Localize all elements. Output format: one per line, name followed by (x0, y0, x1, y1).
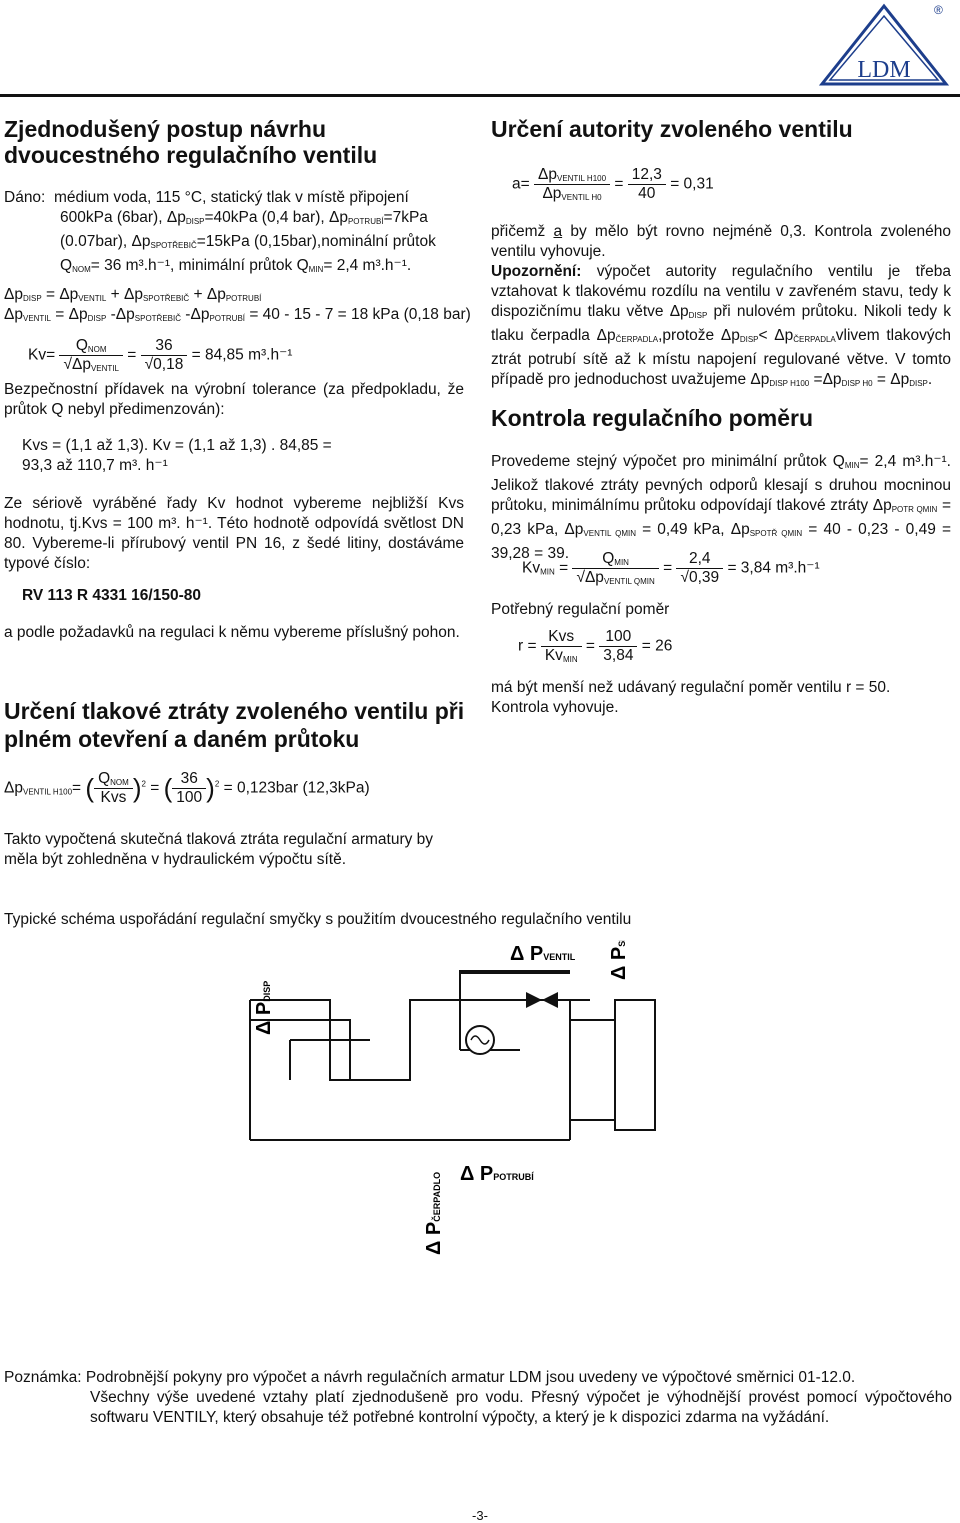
schematic-caption: Typické schéma uspořádání regulační smyčky s použitím dvoucestného regulačního ventilu (4, 911, 632, 928)
svg-text:Δ PČERPADLO: Δ PČERPADLO (423, 1171, 445, 1255)
equation-dp-ventil: $\Delta p_{VENTIL} = \Delta p_{DISP}$ $-\Delta p_{SPOTŘEBIČ}$ $-\Delta p_{POTRUBÍ} = 40 - 15 - 7 = 18$ kPa (0,18 bar) (4, 306, 471, 323)
page-number: -3- (472, 1508, 488, 1523)
equation-kv: Kv= $\frac{Q_{NOM}}{√\Delta p_{VENTIL}}$ = $\frac{36}{√0,18}$ = 84,85 m³.h⁻¹ (28, 337, 293, 373)
header-rule (0, 94, 960, 97)
equation-authority: a= $\frac{\Delta p_{VENTIL H100}}{\Delta p_{VENTIL H0}}$ = $\frac{12,3}{40}$ = 0,31 (512, 166, 714, 202)
svg-text:®: ® (934, 3, 943, 17)
equation-dp-disp: $\Delta p_{DISP} = \Delta p_{VENTIL} + \Delta p_{SPOTŘEBIČ} + \Delta p_{POTRUBÍ}$ (4, 286, 262, 303)
svg-text:Δ PDISP: Δ PDISP (253, 980, 275, 1035)
schematic-diagram (230, 940, 750, 1275)
equation-ratio: r = $\frac{\text{Kvs}}{Kv_{MIN}}$ = $\frac{100}{3,84}$ = 26 (518, 628, 673, 664)
warning-text: Upozornění: výpočet autority regulačního ventilu je třeba vztahovat k tlakovému rozdílu na ventilu v zavřeném stavu, tedy k dispozičnímu tlaku větve $\Delta p_{DISP}$ při nulovém průtoku. Nikoli tedy k tlaku čerpadla $\Delta p_{ČERPADLA},protože$ $\Delta p_{DISP}<$ $\Delta p_{ČERPADLA}vlivem$ tlakových ztrát potrubí sítě až k místu napojení regulované větve. V tomto případě pro jednoduchost uvažujeme $\Delta p_{DISP H100} =\Delta p_{DISP H0} = \Delta p_{DISP}$. (491, 263, 951, 388)
section-title-control-ratio: Kontrola regulačního poměru (491, 405, 814, 431)
series-text: Ze sériově vyráběné řady Kv hodnot vybereme nejbližší Kvs hodnotu, tj.Kvs = 100 m³. h⁻¹. Této hodnotě odpovídá světlost DN 80. Vybereme-li přírubový ventil PN 16, z šedé litiny, dostáváme typové číslo: (4, 495, 464, 572)
footnote: Poznámka: Podrobnější pokyny pro výpočet a návrh regulačních armatur LDM jsou uvedeny ve výpočtové směrnici 01-12.0. Všechny výše uvedené vztahy platí zjednodušeně pro vodu. Přesný výpočet je výhodnější provést pomocí výpočtového softwaru VENTILY, který obsahuje též potřebné kontrolní výpočty, a který je k dispozici zdarma na vyžádání. (4, 1369, 952, 1426)
main-title: Zjednodušený postup návrhu dvoucestného regulačního ventilu (4, 116, 378, 168)
regulation-text: a podle požadavků na regulaci k němu vybereme příslušný pohon. (4, 624, 460, 641)
calc-note: Takto vypočtená skutečná tlaková ztráta regulační armatury by měla být zohledněna v hydraulickém výpočtu sítě. (4, 831, 434, 868)
type-code: RV 113 R 4331 16/150-80 (22, 587, 201, 604)
safety-text: Bezpečnostní přídavek na výrobní tolerance (za předpokladu, že průtok Q nebyl předimenzován): (4, 381, 464, 418)
section-title-authority: Určení autority zvoleného ventilu (491, 116, 853, 142)
svg-text:Δ PPOTRUBÍ: Δ PPOTRUBÍ (460, 1163, 534, 1185)
ldm-logo (814, 0, 954, 90)
equation-kvmin: $Kv_{MIN}$ = $\frac{Q_{MIN}}{√\Delta p_{VENTIL QMIN}}$ = $\frac{2,4}{√0,39}$ = 3,84 m³.h⁻¹ (522, 550, 820, 586)
authority-text: přičemž a by mělo být rovno nejméně 0,3. Kontrola zvoleného ventilu vyhovuje. (491, 223, 951, 260)
control-text: Provedeme stejný výpočet pro minimální průtok $Q_{MIN}= 2,4$ m³.h⁻¹. Jelikož tlakové ztráty pevných odporů klesají s druhou mocninou průtoku, minimálnímu průtoku odpovídají tlakové ztráty $\Delta p_{POTR QMIN} = 0,23$ kPa, $\Delta p_{VENTIL QMIN} = 0,49$ kPa, $\Delta p_{SPOTŘ QMIN} = 40 - 0,23 - 0,49 = 39,28 = 39$. (491, 453, 952, 562)
given-block: Dáno: médium voda, 115 °C, statický tlak v místě připojení 600kPa (6bar), $\Delta p_{DISP}=40kPa$ (0,4 bar), $\Delta p_{POTRUBÍ}=7kPa$ (0.07bar), $\Delta p_{SPOTŘEBIČ}=15kPa$ (0,15bar),nominální průtok $Q_{NOM}= 36$ m³.h⁻¹, minimální průtok $Q_{MIN}= 2,4$ m³.h⁻¹. (4, 189, 436, 274)
ratio-title: Potřebný regulační poměr (491, 601, 670, 618)
ratio-note: má být menší než udávaný regulační poměr ventilu r = 50. Kontrola vyhovuje. (491, 679, 891, 716)
kvs-range: Kvs = (1,1 až 1,3). Kv = (1,1 až 1,3) . 84,85 = 93,3 až 110,7 m³. h⁻¹ (22, 437, 332, 474)
svg-text:Δ PVENTIL: Δ PVENTIL (510, 943, 576, 965)
svg-text:Δ PSPOTŘEBIČ: Δ P (608, 946, 630, 980)
section-title-pressure-loss: Určení tlakové ztráty zvoleného ventilu při plném otevření a daném průtoku (4, 698, 465, 752)
equation-dp-h100: $\Delta p_{VENTIL H100}=$ ( $\frac{Q_{NOM}}{\text{Kvs}}$ )$^2$ = ( $\frac{36}{100}$ )$^2$ = 0,123bar (12,3kPa) (4, 770, 370, 806)
logo-text: LDM (857, 57, 911, 83)
